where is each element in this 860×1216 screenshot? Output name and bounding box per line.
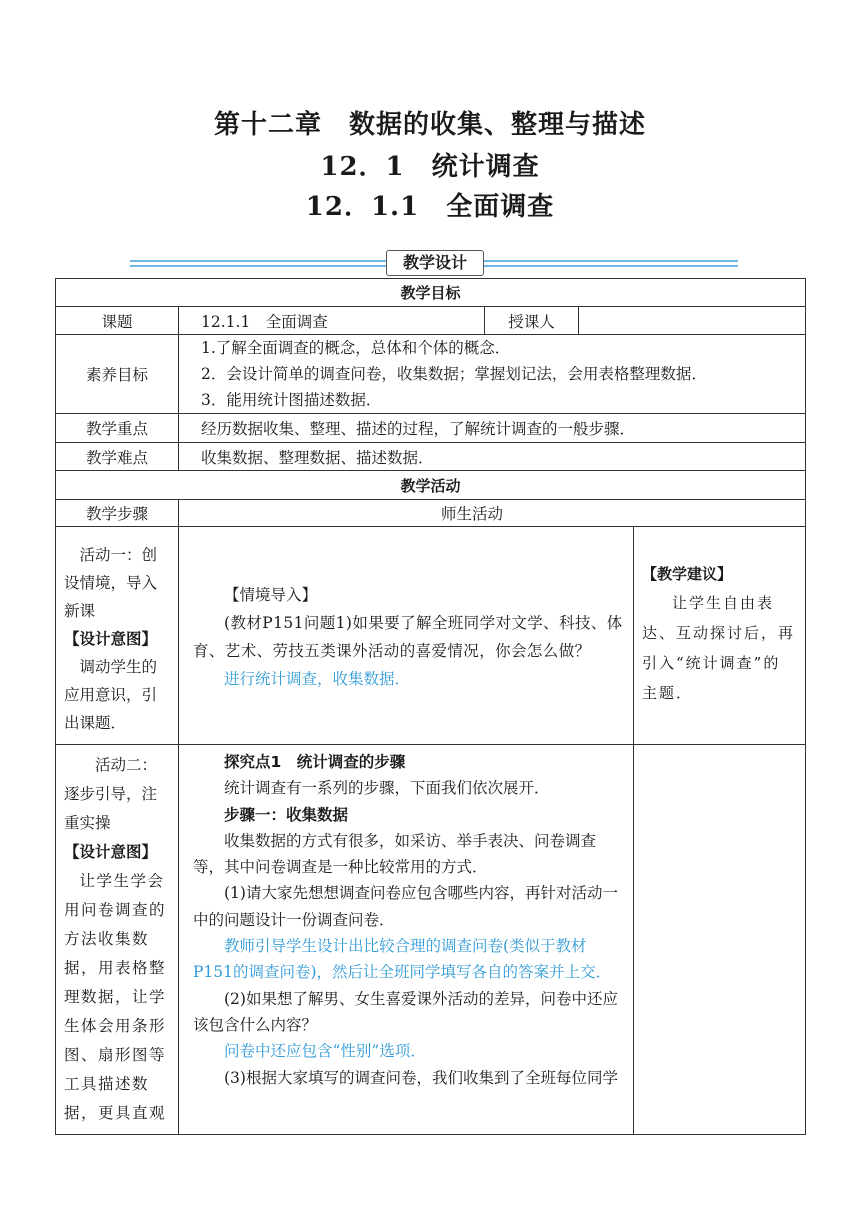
literacy-item: 1.了解全面调查的概念，总体和个体的概念．	[201, 339, 511, 357]
section-banner	[130, 250, 738, 276]
question-3: (3)根据大家填写的调查问卷，我们收集到了全班每位同学	[224, 1068, 618, 1087]
section-title: 12．1 统计调查	[320, 152, 540, 182]
literacy-label: 素养目标	[56, 335, 179, 414]
activity2-content	[179, 745, 634, 1135]
activities-header: 教学活动	[56, 471, 806, 500]
literacy-item: 2．会设计简单的调查问卷，收集数据；掌握划记法，会用表格整理数据．	[201, 365, 707, 383]
key-points-label: 教学重点	[56, 414, 179, 443]
suggestion-label: 【教学建议】	[642, 564, 733, 583]
literacy-goals	[179, 335, 806, 414]
table-row	[56, 471, 806, 500]
activity2-intent-text: 让学生学会用问卷调查的方法收集数据，用表格整理数据，让学生体会用条形图、扇形图等工具描述数据，更具直观	[64, 872, 167, 1122]
activity2-suggestion	[634, 745, 806, 1135]
table-row	[56, 279, 806, 307]
table-row	[56, 307, 806, 335]
activity1-intent-label: 【设计意图】	[64, 630, 158, 648]
point-heading: 探究点1 统计调查的步骤	[224, 753, 406, 771]
activity2-intent-label: 【设计意图】	[64, 843, 158, 861]
table-row	[56, 745, 806, 1135]
activity1-intent-text: 调动学生的应用意识，引出课题．	[64, 658, 158, 732]
table-row	[56, 414, 806, 443]
question-1: (1)请大家先想想调查问卷应包含哪些内容，再针对活动一中的问题设计一份调查问卷．	[193, 884, 618, 929]
activity1-answer: 进行统计调查，收集数据．	[224, 669, 411, 688]
step1-heading: 步骤一：收集数据	[224, 805, 349, 824]
table-row	[56, 500, 806, 527]
teacher-label: 授课人	[485, 307, 579, 335]
table-row	[56, 527, 806, 745]
teacher-value	[579, 307, 806, 335]
activity2-title: 活动二：逐步引导，注重实操	[64, 756, 158, 832]
activity1-side	[56, 527, 179, 745]
topic-value: 12.1.1 全面调查	[179, 307, 485, 335]
answer-2: 问卷中还应包含“性别”选项．	[224, 1042, 426, 1061]
activity2-intro: 统计调查有一系列的步骤，下面我们依次展开．	[224, 779, 550, 798]
question-2: (2)如果想了解男、女生喜爱课外活动的差异，问卷中还应该包含什么内容？	[193, 989, 618, 1034]
key-points-value: 经历数据收集、整理、描述的过程，了解统计调查的一般步骤．	[179, 414, 806, 443]
suggestion-text: 让学生自由表达、互动探讨后，再引入“统计调查”的主题．	[642, 593, 796, 702]
intro-heading: 【情境导入】	[224, 585, 318, 604]
activity1-title: 活动一：创设情境，导入新课	[64, 546, 158, 620]
activity1-suggestion	[634, 527, 806, 745]
step1-text: 收集数据的方式有很多，如采访、举手表决、问卷调查等，其中问卷调查是一种比较常用的方式．	[193, 831, 597, 877]
chapter-title: 第十二章 数据的收集、整理与描述	[213, 110, 646, 140]
goals-header: 教学目标	[56, 279, 806, 307]
literacy-item: 3．能用统计图描述数据．	[201, 391, 382, 409]
difficulty-value: 收集数据、整理数据、描述数据．	[179, 443, 806, 471]
answer-1: 教师引导学生设计出比较合理的调查问卷(类似于教材P151的调查问卷)，然后让全班同学填写各自的答案并上交．	[193, 937, 612, 982]
activity2-side	[56, 745, 179, 1135]
subsection-title: 12．1.1 全面调查	[305, 192, 555, 222]
difficulty-label: 教学难点	[56, 443, 179, 471]
teacher-student-label: 师生活动	[179, 500, 806, 527]
activity1-question: (教材P151问题1)如果要了解全班同学对文学、科技、体育、艺术、劳技五类课外活动的喜爱情况，你会怎么做？	[193, 613, 623, 660]
steps-label: 教学步骤	[56, 500, 179, 527]
lesson-plan-table	[55, 278, 806, 1135]
table-row	[56, 443, 806, 471]
topic-label: 课题	[56, 307, 179, 335]
banner-label: 教学设计	[386, 250, 484, 276]
activity1-content	[179, 527, 634, 745]
table-row	[56, 335, 806, 414]
